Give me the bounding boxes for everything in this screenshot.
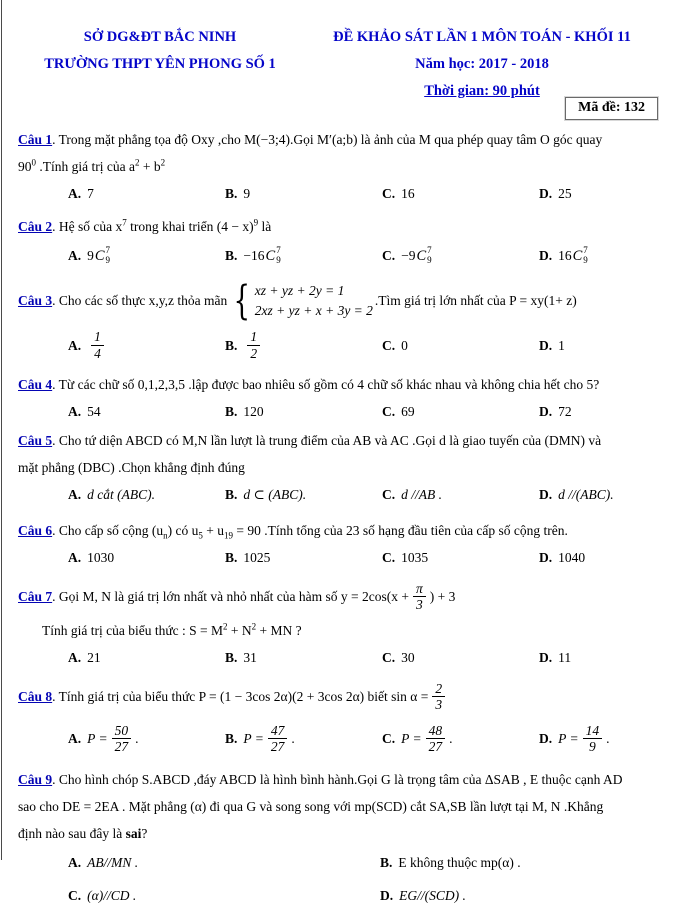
option-value: 1025 (243, 549, 271, 565)
option-value: 7 (87, 186, 94, 201)
option-letter: D. (539, 730, 553, 746)
system-brace: { (233, 278, 251, 325)
equation-2: 2xz + yz + x + 3y = 2 (254, 303, 373, 319)
fraction-denominator: 3 (435, 697, 443, 713)
option-d (539, 404, 572, 420)
fraction-denominator: 9 (589, 739, 596, 755)
option-letter: A. (68, 403, 82, 419)
question-7-line-2 (18, 617, 668, 644)
option-c (382, 404, 539, 420)
exam-code-box: Mã đề: 132 (565, 97, 658, 120)
option-letter: C. (382, 337, 396, 353)
comb-sub: 9 (583, 255, 588, 265)
option-letter: A. (68, 730, 82, 746)
comb-sub: 9 (105, 255, 111, 265)
question-9-text: . Cho hình chóp S.ABCD ,đáy ABCD là hình bình hành.Gọi G là trọng tâm của ΔSAB , E thuộc cạnh AD (52, 771, 623, 787)
school-name: TRƯỜNG THPT YÊN PHONG SỐ 1 (44, 56, 276, 72)
option-a (68, 487, 225, 503)
fraction (112, 723, 132, 755)
comb-base: C (572, 247, 583, 264)
option-c (382, 487, 539, 503)
option-letter: A. (68, 549, 82, 565)
option-value: 1 (558, 337, 565, 353)
subscript: 19 (224, 530, 233, 541)
option-letter: A. (68, 186, 82, 201)
question-7-text: + MN ? (256, 622, 302, 638)
question-8-lead (18, 686, 428, 708)
option-value: E không thuộc mp(α) . (398, 854, 521, 870)
question-6-text: . Cho cấp số cộng (u (52, 522, 164, 538)
question-9-text: ? (141, 825, 148, 841)
question-8-line-1 (18, 677, 668, 717)
question-3-options (18, 327, 668, 365)
question-1 (18, 126, 668, 207)
question-1-line-1 (18, 126, 668, 153)
fraction (91, 329, 104, 361)
binomial-coefficient (95, 246, 110, 266)
option-value: d //AB . (401, 486, 442, 502)
option-d (539, 338, 565, 354)
option-c (382, 186, 539, 202)
option-letter: D. (539, 248, 553, 263)
option-b (225, 550, 382, 566)
option-value: AB//MN . (87, 854, 139, 870)
option-letter: D. (539, 186, 553, 201)
option-d (539, 487, 614, 503)
question-6-options (18, 545, 668, 571)
option-value: EG//(SCD) . (399, 887, 466, 903)
option-letter: A. (68, 649, 82, 665)
question-4-options (18, 399, 668, 425)
fraction (432, 681, 445, 713)
superscript: 0 (31, 157, 36, 168)
superscript: 9 (253, 217, 259, 228)
question-1-label: Câu 1 (18, 132, 53, 147)
option-letter: D. (380, 887, 394, 903)
question-6-text: + u (202, 522, 224, 538)
question-4-text: . Từ các chữ số 0,1,2,3,5 .lập được bao nhiêu số gồm có 4 chữ số khác nhau và không chia hết cho 5? (52, 376, 600, 392)
fraction-numerator: 1 (91, 329, 104, 346)
option-value: 54 (87, 403, 101, 419)
exam-title: ĐỀ KHẢO SÁT LẦN 1 MÔN TOÁN - KHỐI 11 (333, 29, 631, 45)
option-value: 69 (401, 403, 415, 419)
option-c (382, 650, 539, 666)
question-3-line-1 (18, 277, 668, 326)
option-value: 0 (401, 337, 408, 353)
option-a (68, 246, 225, 266)
comb-sup: 7 (583, 245, 588, 256)
question-9-label: Câu 9 (18, 771, 53, 787)
fraction-numerator: 1 (247, 329, 260, 346)
question-2-text: trong khai triển (4 − x) (126, 219, 254, 234)
option-letter: C. (382, 649, 396, 665)
comb-sub: 9 (427, 255, 432, 265)
department-name: SỞ DG&ĐT BẮC NINH (83, 29, 237, 45)
question-8-text: . Tính giá trị của biểu thức P = (1 − 3cos 2α)(2 + 3cos 2α) biết sin α = (52, 688, 429, 704)
question-3-text: . Cho các số thực x,y,z thỏa mãn (52, 293, 228, 309)
question-9-emphasis: sai (125, 825, 142, 841)
fraction-numerator: 14 (583, 723, 603, 740)
option-value: 9 (243, 186, 251, 201)
question-7-lead (18, 586, 409, 608)
fraction-denominator: 4 (94, 346, 101, 361)
option-letter: B. (225, 248, 238, 263)
option-b (225, 246, 382, 266)
option-letter: D. (539, 337, 553, 353)
question-8-options (18, 718, 668, 760)
option-letter: B. (225, 337, 238, 353)
question-9 (18, 766, 668, 904)
superscript: 7 (122, 217, 127, 228)
fraction (583, 723, 603, 755)
question-6-text: = 90 .Tính tổng của 23 số hạng đầu tiên của cấp số cộng trên. (233, 522, 568, 538)
option-a (68, 329, 225, 361)
option-letter: D. (539, 649, 553, 665)
option-value: P = (558, 730, 579, 746)
question-6-line-1 (18, 517, 668, 544)
option-value: d cắt (ABC). (87, 486, 155, 502)
option-letter: C. (382, 248, 396, 263)
binomial-coefficient (573, 246, 588, 266)
question-2-text: là (258, 219, 272, 234)
option-value: d //(ABC). (558, 486, 614, 502)
option-b (225, 329, 382, 361)
comb-base: C (265, 247, 276, 264)
option-a (68, 650, 225, 666)
fraction (413, 581, 426, 613)
option-value: . (135, 730, 139, 746)
question-1-text: + b (139, 159, 161, 174)
fraction-numerator: 47 (268, 723, 288, 740)
option-value: P = (401, 730, 422, 746)
question-1-text: . Trong mặt phẳng tọa độ Oxy ,cho M(−3;4).Gọi M′(a;b) là ảnh của M qua phép quay tâm O góc quay (52, 132, 603, 147)
question-1-text: .Tính giá trị của a (36, 159, 135, 174)
option-value: 21 (87, 649, 101, 665)
equation-system (229, 278, 373, 325)
option-a (68, 186, 225, 202)
option-letter: A. (68, 337, 82, 353)
option-d (539, 246, 588, 266)
option-value: 9 (87, 248, 94, 263)
fraction-denominator: 27 (114, 739, 129, 755)
superscript: 2 (134, 157, 140, 168)
fraction-denominator: 27 (428, 739, 443, 755)
option-letter: C. (382, 730, 396, 746)
question-9-line-2: sao cho DE = 2EA . Mặt phẳng (α) đi qua G và song song với mp(SCD) cắt SA,SB lần lượt tại M, N .Khẳng (18, 798, 604, 814)
fraction (426, 723, 446, 755)
question-6-label: Câu 6 (18, 522, 53, 538)
option-c (382, 338, 539, 354)
option-letter: C. (382, 549, 396, 565)
binomial-coefficient (417, 246, 432, 266)
option-value: 72 (558, 403, 572, 419)
option-letter: C. (68, 887, 82, 903)
question-9-line-1 (18, 766, 668, 793)
question-1-text: 90 (18, 159, 32, 174)
question-2-label: Câu 2 (18, 219, 53, 234)
option-letter: B. (225, 403, 238, 419)
option-letter: B. (225, 730, 238, 746)
question-3-label: Câu 3 (18, 293, 53, 309)
question-7-label: Câu 7 (18, 588, 53, 604)
option-letter: B. (225, 486, 238, 502)
fraction-denominator: 27 (270, 739, 285, 755)
question-2-line-1 (18, 213, 668, 240)
question-5-line-2: mặt phẳng (DBC) .Chọn khẳng định đúng (18, 459, 245, 475)
question-9-text: định nào sau đây là (18, 825, 126, 841)
option-letter: C. (382, 403, 396, 419)
comb-sup: 7 (276, 245, 281, 256)
question-8-label: Câu 8 (18, 688, 53, 704)
superscript: 2 (223, 621, 228, 632)
comb-sup: 7 (105, 245, 111, 256)
question-7-line-1 (18, 577, 668, 617)
option-value: P = (243, 730, 264, 746)
question-6-text: ) có u (167, 522, 199, 538)
option-value: . (606, 730, 610, 746)
option-letter: C. (382, 186, 396, 201)
option-value: d ⊂ (ABC). (243, 486, 307, 502)
option-value: −9 (401, 248, 416, 263)
option-letter: A. (68, 248, 82, 263)
header-right-block (300, 24, 664, 105)
fraction-denominator: 3 (415, 597, 423, 613)
school-year: Năm học: 2017 - 2018 (415, 56, 549, 72)
subscript: n (163, 530, 168, 541)
option-a (68, 550, 225, 566)
option-value: 1040 (558, 549, 586, 565)
option-letter: B. (225, 186, 238, 201)
option-d (539, 550, 585, 566)
option-c (382, 723, 539, 755)
question-4 (18, 371, 668, 425)
option-c (382, 550, 539, 566)
option-letter: A. (68, 486, 82, 502)
option-letter: D. (539, 403, 553, 419)
question-7-text: ) + 3 (429, 588, 456, 604)
question-2-text: . Hệ số của x (52, 219, 123, 234)
question-2-options (18, 241, 668, 271)
option-b (225, 404, 382, 420)
superscript: 2 (160, 157, 166, 168)
option-a (68, 404, 225, 420)
question-7-text: . Gọi M, N là giá trị lớn nhất và nhỏ nhất của hàm số y = 2cos(x + (52, 588, 409, 604)
option-d (539, 186, 572, 202)
option-value: 1035 (401, 549, 429, 565)
question-3 (18, 277, 668, 365)
question-7-text: Tính giá trị của biểu thức : S = M (42, 622, 224, 638)
option-value: 25 (558, 186, 572, 201)
question-7-text: + N (227, 622, 252, 638)
question-4-label: Câu 4 (18, 376, 53, 392)
option-value: P = (87, 730, 108, 746)
question-5 (18, 427, 668, 508)
subscript: 5 (198, 530, 203, 541)
fraction-numerator: 50 (112, 723, 132, 740)
exam-header (18, 0, 668, 126)
option-value: 1030 (87, 549, 115, 565)
header-left-block (26, 24, 294, 78)
comb-base: C (416, 247, 427, 264)
option-a (68, 723, 225, 755)
question-3-lead (18, 290, 227, 312)
question-1-options (18, 181, 668, 207)
comb-sub: 9 (276, 255, 281, 265)
option-value: (α)//CD . (87, 887, 137, 903)
question-2 (18, 213, 668, 271)
fraction-denominator: 2 (250, 346, 258, 361)
option-value: 31 (243, 649, 257, 665)
option-b (225, 723, 382, 755)
option-b (380, 855, 668, 871)
fraction-numerator: π (413, 581, 426, 598)
option-letter: B. (225, 649, 238, 665)
question-1-line-2 (18, 153, 668, 180)
option-value: 30 (401, 649, 415, 665)
option-letter: D. (539, 549, 553, 565)
option-letter: B. (225, 549, 238, 565)
option-value: . (449, 730, 453, 746)
option-value: . (291, 730, 295, 746)
exam-duration: Thời gian: 90 phút (424, 83, 540, 99)
option-a (68, 855, 380, 871)
option-d (539, 650, 571, 666)
question-5-label: Câu 5 (18, 432, 53, 448)
binomial-coefficient (266, 246, 281, 266)
question-6 (18, 517, 668, 571)
option-letter: D. (539, 486, 553, 502)
question-7 (18, 577, 668, 671)
superscript: 2 (251, 621, 257, 632)
question-5-options (18, 482, 668, 508)
comb-sup: 7 (427, 245, 432, 256)
comb-base: C (94, 247, 105, 264)
question-3-text: .Tìm giá trị lớn nhất của P = xy(1+ z) (374, 293, 577, 309)
question-8 (18, 677, 668, 760)
fraction (268, 723, 288, 755)
option-letter: B. (380, 854, 393, 870)
question-5-text: . Cho tứ diện ABCD có M,N lần lượt là trung điểm của AB và AC .Gọi d là giao tuyến của (DMN) và (52, 432, 602, 448)
fraction-numerator: 48 (426, 723, 446, 740)
fraction-numerator: 2 (432, 681, 445, 698)
question-4-line-1 (18, 371, 668, 398)
option-value: 16 (558, 248, 572, 263)
option-letter: A. (68, 854, 82, 870)
option-letter: C. (382, 486, 396, 502)
option-value: 16 (401, 186, 415, 201)
equation-1: xz + yz + 2y = 1 (254, 283, 345, 298)
option-value: −16 (243, 248, 265, 263)
question-9-options (18, 855, 668, 904)
question-5-line-1 (18, 427, 668, 454)
option-b (225, 487, 382, 503)
option-b (225, 650, 382, 666)
question-9-line-3 (18, 820, 668, 847)
option-b (225, 186, 382, 202)
option-c (382, 246, 539, 266)
option-d (539, 723, 610, 755)
fraction (247, 329, 260, 361)
option-value: 11 (558, 649, 572, 665)
question-7-options (18, 645, 668, 671)
option-value: 120 (243, 403, 264, 419)
